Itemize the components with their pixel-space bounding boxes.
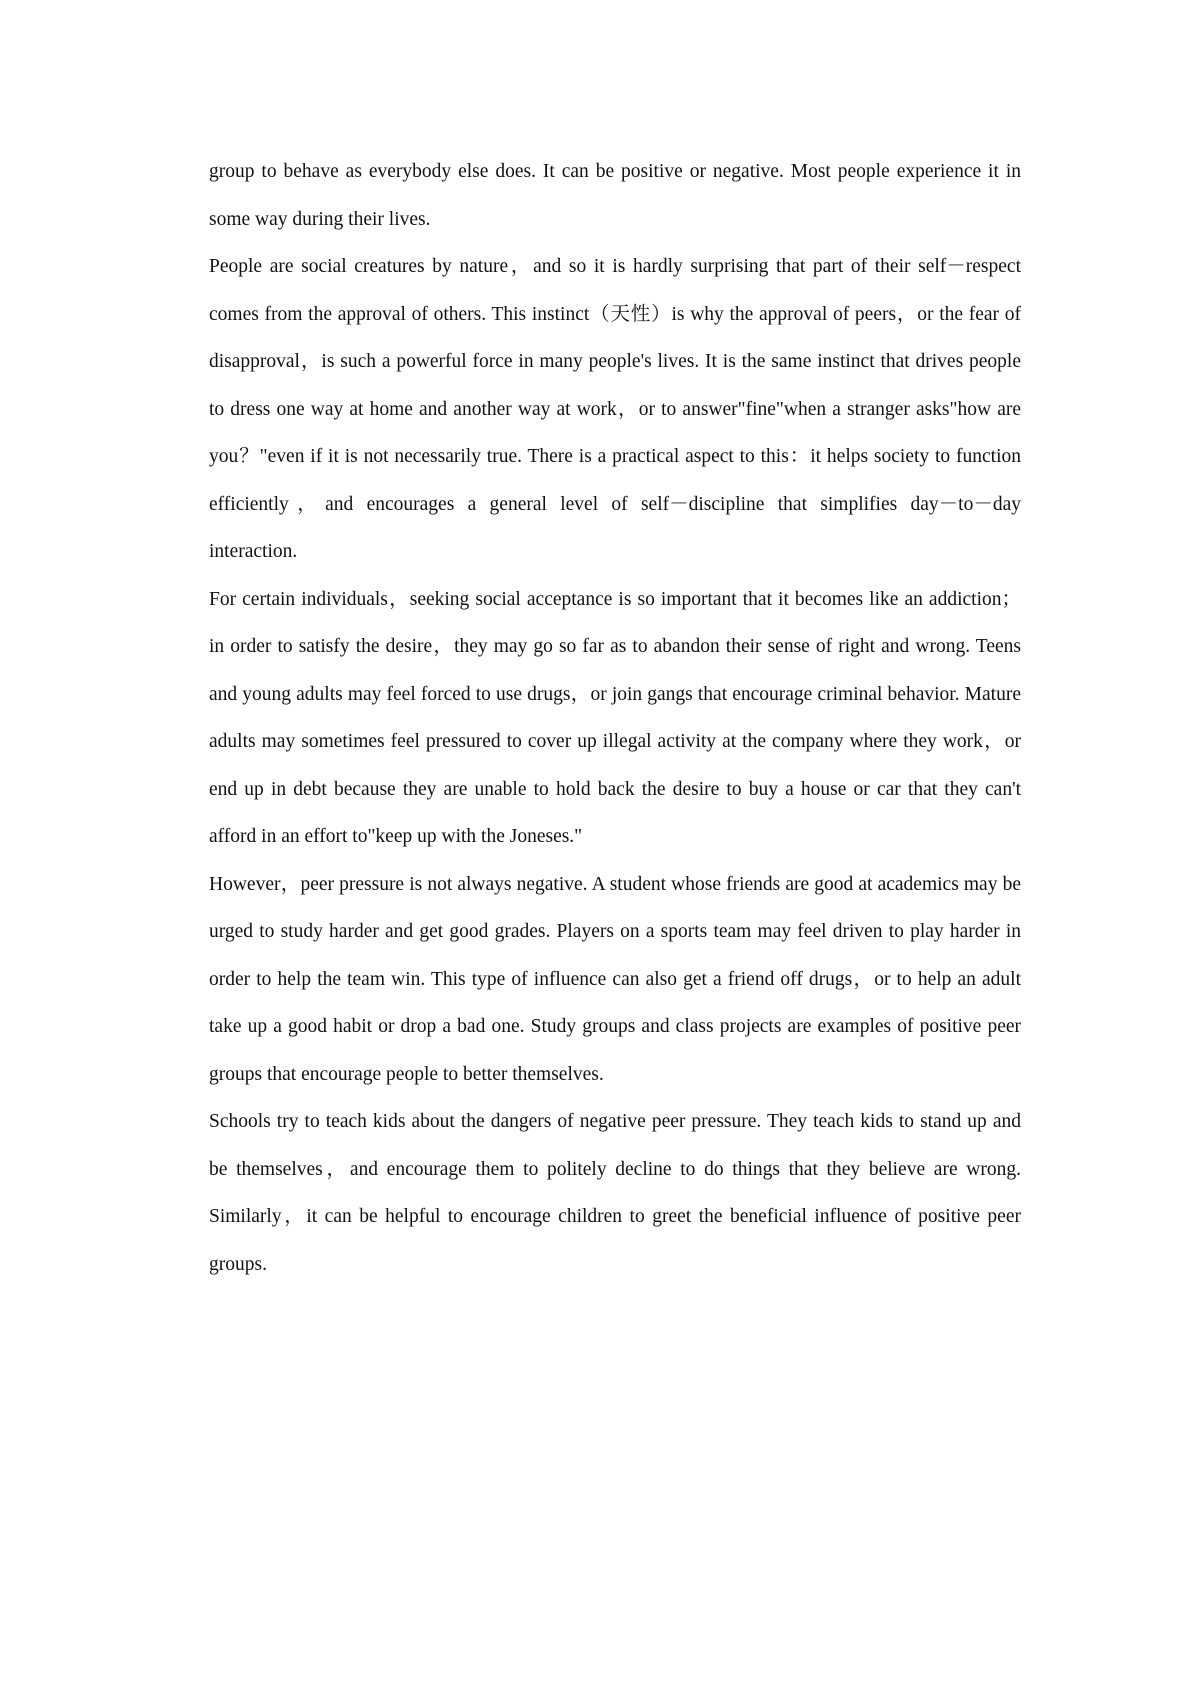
paragraph-1: group to behave as everybody else does. It can be positive or negative. Most people experience it in some way during their lives. <box>209 161 1021 230</box>
paragraph-4: However，peer pressure is not always negative. A student whose friends are good at academics may be urged to study harder and get good grades. Players on a sports team may feel driven to play harder in order to help the team win. This type of influence can also get a friend off drugs，or to help an adult take up a good habit or drop a bad one. Study groups and class projects are examples of positive peer groups that encourage people to better themselves. <box>209 873 1021 1085</box>
paragraph-2: People are social creatures by nature，and so it is hardly surprising that part of their self－respect comes from the approval of others. This instinct（天性）is why the approval of peers，or the fear of disapproval，is such a powerful force in many people's lives. It is the same instinct that drives people to dress one way at home and another way at work，or to answer"fine"when a stranger asks"how are you？"even if it is not necessarily true. There is a practical aspect to this：it helps society to function efficiently，and encourages a general level of self－discipline that simplifies day－to－day interaction. <box>209 256 1021 562</box>
document-body <box>209 148 1021 1288</box>
paragraph-5: Schools try to teach kids about the dangers of negative peer pressure. They teach kids to stand up and be themselves，and encourage them to politely decline to do things that they believe are wrong. Similarly，it can be helpful to encourage children to greet the beneficial influence of positive peer groups. <box>209 1111 1021 1275</box>
paragraph-3: For certain individuals，seeking social acceptance is so important that it becomes like an addiction； in order to satisfy the desire，they may go so far as to abandon their sense of right and wrong. Teens and young adults may feel forced to use drugs，or join gangs that encourage criminal behavior. Mature adults may sometimes feel pressured to cover up illegal activity at the company where they work，or end up in debt because they are unable to hold back the desire to buy a house or car that they can't afford in an effort to"keep up with the Joneses." <box>209 588 1021 847</box>
